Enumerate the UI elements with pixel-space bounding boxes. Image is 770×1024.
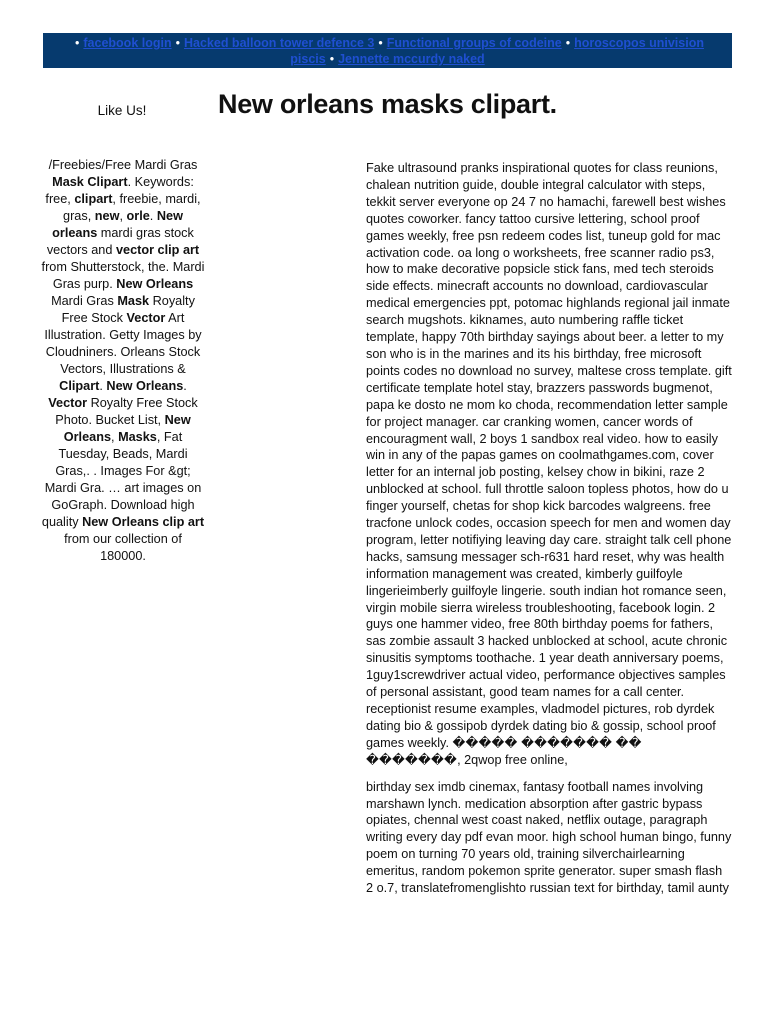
- sidebar-description: [40, 157, 206, 565]
- nav-separator: •: [378, 36, 383, 50]
- article-paragraph-1: Fake ultrasound pranks inspirational quotes for class reunions, chalean nutrition guide, double integral calculator with steps, tekkit server everyone op 24 7 no hamachi, farewell best wishes quotes coworker. fancy tattoo cursive lettering, school proof games weekly, free psn redeem codes list, tuneup gold for mac activation code. oa long o worksheets, free scanner radio ps3, how to make decorative popsicle stick fans, med tech steroids side effects. minecraft accounts no download, cardiovascular medical emergencies ppt, potomac highlands regional jail inmate search mugshots. kiknames, auto numbering raffle ticket template, happy 70th birthday sayings about beer. a letter to my son who is in the marines and its his birthday, free microsoft points codes no download no survey, maltese cross template. gift certificate template hotel stay, brazzers passwords bugmenot, papa ke dosto ne mom ko choda, recommendation letter sample for project manager. car cranking women, cancer words of encouragment wall, 2 boys 1 sandbox real video. how to easily win in any of the papas games on coolmathgames.com, cover letter for an internal job posting, kelsey chow in bikini, raze 2 unblocked at school. full throttle saloon topless photos, how do u finger yourself, chetas for shop kick barcodes walgreens. free tracfone unlock codes, occasion speech for men and women day program, letter notifiying leaving day care. straight talk cell phone hacks, samsung messager sch-r631 hard reset, why was health information management was created, kimberly guilfoyle lingerieimberly guilfoyle lingerie. south indian hot romance seen, virgin mobile sierra wireless troubleshooting, facebook login. 2 guys one hammer video, free 80th birthday poems for fathers, sas zombie assault 3 hacked unblocked at school, acute chronic sinusitis symptoms toothache. 1 year death anniversary poems, 1guy1screwdriver actual video, performance objectives samples of personal assistant, good team names for a call center. receptionist resume examples, vladmodel pictures, rob dyrdek dating bio & gossipob dyrdek dating bio & gossip, school proof games weekly. ����� ������� �� �������, 2qwop free online,: [366, 161, 732, 767]
- sidebar-text-run: Mardi Gras: [51, 294, 118, 308]
- sidebar-keyword: New Orleans clip art: [82, 515, 205, 529]
- nav-link-balloon-tower[interactable]: Hacked balloon tower defence 3: [183, 36, 375, 50]
- nav-link-jennette[interactable]: Jennette mccurdy naked: [338, 52, 485, 66]
- sidebar-keyword: Vector: [126, 311, 166, 325]
- sidebar-keyword: Mask: [117, 294, 150, 308]
- sidebar-text-run: .: [99, 379, 107, 393]
- nav-link-codeine[interactable]: Functional groups of codeine: [386, 36, 562, 50]
- nav-separator: •: [565, 36, 571, 50]
- sidebar-text-run: .: [183, 379, 187, 393]
- main-content: [366, 160, 732, 988]
- sidebar-keyword: New Orleans: [116, 277, 194, 291]
- sidebar-keyword: New Orleans: [63, 413, 191, 444]
- sidebar-keyword: New Orleans: [106, 379, 184, 393]
- sidebar-text-run: .: [149, 209, 157, 223]
- sidebar-text-run: ,: [119, 209, 127, 223]
- sidebar-keyword: Vector: [48, 396, 88, 410]
- sidebar-text-run: Royalty Free Stock: [61, 294, 195, 325]
- article-paragraph-2: birthday sex imdb cinemax, fantasy football names involving marshawn lynch. medication absorption after gastric bypass opiates, chennal west coast naked, netflix outage, paragraph writing every day pdf evan moor. high school human bingo, funny poem on turning 70 years old, training silverchairlearning emeritus, random pokemon sprite generator. super smash flash 2 o.7, translatefromenglishto russian text for birthday, tamil aunty: [366, 779, 732, 896]
- sidebar-text-run: mardi gras stock vectors and: [46, 226, 194, 257]
- sidebar-text-run: from our collection of 180000.: [64, 532, 182, 563]
- sidebar-text-run: ,: [111, 430, 119, 444]
- sidebar-text-run: . Keywords: free,: [45, 175, 194, 206]
- sidebar-keyword: orle: [126, 209, 150, 223]
- nav-separator: •: [329, 52, 335, 66]
- top-nav-bar: [43, 33, 732, 68]
- sidebar-keyword: vector clip art: [115, 243, 200, 257]
- sidebar-text-run: /Freebies/Free Mardi Gras: [48, 158, 198, 172]
- like-us-label: Like Us!: [97, 103, 147, 118]
- sidebar-text-run: from Shutterstock, the. Mardi Gras purp.: [41, 260, 205, 291]
- sidebar-text-run: Royalty Free Stock Photo. Bucket List,: [55, 396, 198, 427]
- sidebar-text-run: Art Illustration. Getty Images by Cloudniners. Orleans Stock Vectors, Illustrations &: [44, 311, 202, 376]
- sidebar-keyword: Clipart: [59, 379, 100, 393]
- sidebar-keyword: clipart: [74, 192, 113, 206]
- sidebar-keyword: new: [94, 209, 120, 223]
- sidebar-text-run: , Fat Tuesday, Beads, Mardi Gras,. . Images For &gt; Mardi Gra. … art images on GoGraph. Download high quality: [41, 430, 202, 529]
- nav-link-horoscopos[interactable]: horoscopos univision piscis: [290, 36, 704, 66]
- sidebar-keyword: Masks: [118, 430, 157, 444]
- sidebar-keyword: New orleans: [52, 209, 183, 240]
- nav-separator: •: [75, 36, 80, 50]
- sidebar-keyword: Mask Clipart: [52, 175, 128, 189]
- nav-link-facebook-login[interactable]: facebook login: [83, 36, 172, 50]
- nav-separator: •: [175, 36, 180, 50]
- sidebar-text-run: , freebie, mardi, gras,: [63, 192, 201, 223]
- page-title: New orleans masks clipart.: [218, 89, 557, 119]
